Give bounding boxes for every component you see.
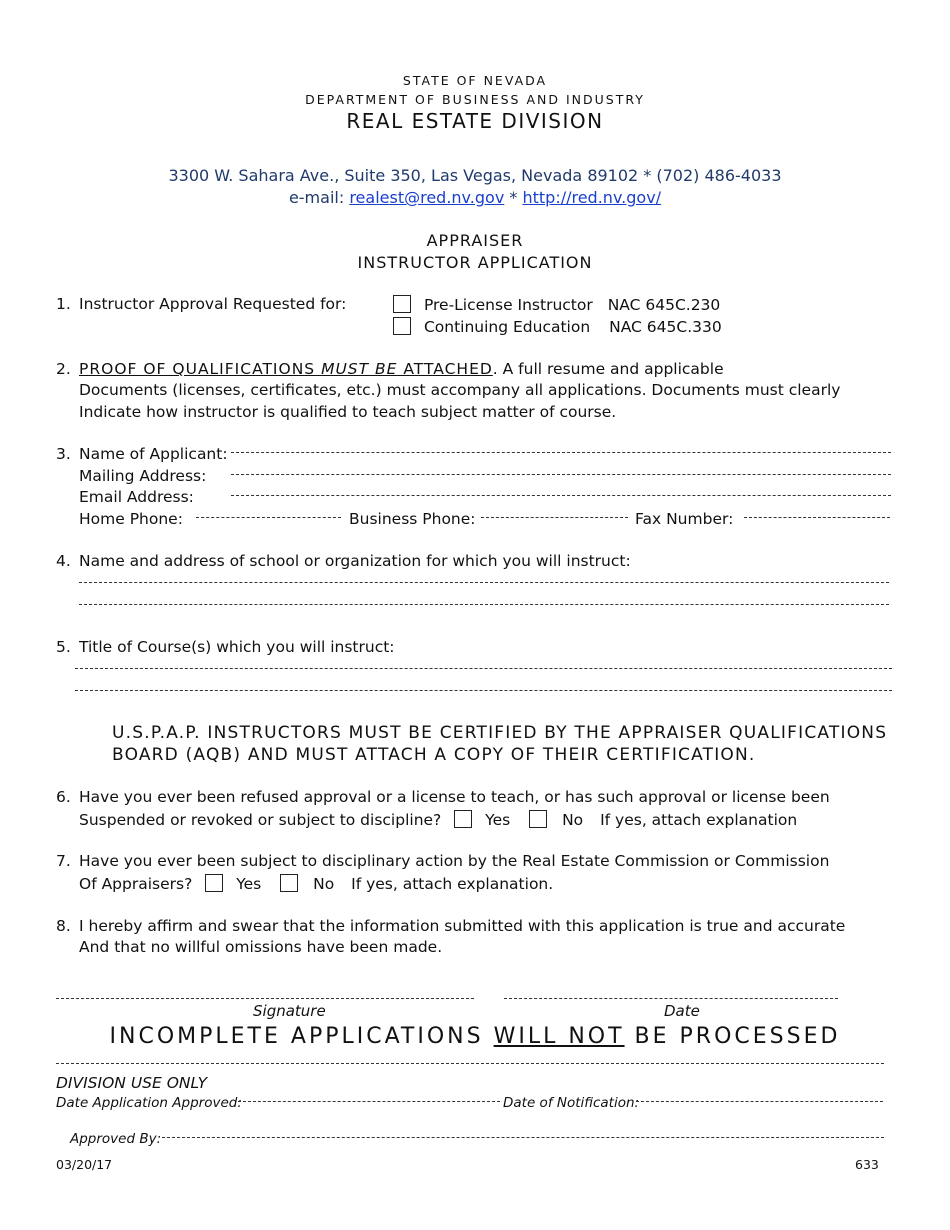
division-address: 3300 W. Sahara Ave., Suite 350, Las Vegas, Nevada 89102 * (702) 486-4033 <box>168 166 782 185</box>
q4-number: 4. <box>56 552 71 570</box>
date-field[interactable] <box>504 998 838 999</box>
email-label: e-mail: <box>288 188 345 207</box>
email-link[interactable]: realest@red.nv.gov <box>349 188 505 207</box>
incomplete-part3: BE PROCESSED <box>624 1024 841 1049</box>
incomplete-warning <box>0 1024 950 1049</box>
q1-option-continuing <box>393 317 722 336</box>
uspap-notice-line2: BOARD (AQB) AND MUST ATTACH A COPY OF THEIR CERTIFICATION. <box>112 745 756 765</box>
prelicense-checkbox[interactable] <box>393 295 411 313</box>
q8-line2: And that no willful omissions have been made. <box>79 938 443 956</box>
contact-line <box>0 188 950 207</box>
q7-line1: Have you ever been subject to disciplinary action by the Real Estate Commission or Commission <box>79 852 830 870</box>
q2-number: 2. <box>56 360 71 378</box>
email-address-label: Email Address: <box>79 488 194 506</box>
mailing-address-label: Mailing Address: <box>79 467 207 485</box>
approved-by-label: Approved By: <box>70 1131 162 1147</box>
incomplete-part1: INCOMPLETE APPLICATIONS <box>109 1024 494 1049</box>
uspap-notice-line1: U.S.P.A.P. INSTRUCTORS MUST BE CERTIFIED BY THE APPRAISER QUALIFICATIONS <box>112 723 888 743</box>
date-approved-field[interactable] <box>238 1101 500 1102</box>
q6-line1: Have you ever been refused approval or a license to teach, or has such approval or license been <box>79 788 830 806</box>
continuing-education-checkbox[interactable] <box>393 317 411 335</box>
q3-number: 3. <box>56 445 71 463</box>
q7-line2 <box>79 874 553 893</box>
state-name: STATE OF NEVADA <box>402 73 548 88</box>
q6-number: 6. <box>56 788 71 806</box>
q6-yes-checkbox[interactable] <box>454 810 472 828</box>
q2-line2: Documents (licenses, certificates, etc.) must accompany all applications. Documents must clearly <box>79 381 841 399</box>
q7-no-label: No <box>313 875 335 893</box>
date-notification-label: Date of Notification: <box>503 1095 640 1111</box>
mailing-address-field[interactable] <box>231 474 891 475</box>
q7-note: If yes, attach explanation. <box>351 875 554 893</box>
q7-no-checkbox[interactable] <box>280 874 298 892</box>
q6-no-checkbox[interactable] <box>529 810 547 828</box>
q8-line1: I hereby affirm and swear that the information submitted with this application is true and accurate <box>79 917 846 935</box>
continuing-education-label: Continuing Education <box>423 318 591 336</box>
form-title-line1: APPRAISER <box>426 231 524 250</box>
q6-yes-label: Yes <box>485 811 511 829</box>
q6-line2 <box>79 810 797 829</box>
incomplete-will-not: WILL NOT <box>493 1024 625 1049</box>
applicant-name-label: Name of Applicant: <box>79 445 228 463</box>
q7-number: 7. <box>56 852 71 870</box>
website-link[interactable]: http://red.nv.gov/ <box>522 188 662 207</box>
course-title-field-line1[interactable] <box>75 668 892 669</box>
school-field-line2[interactable] <box>79 604 889 605</box>
home-phone-label: Home Phone: <box>79 510 183 528</box>
fax-number-label: Fax Number: <box>635 510 734 528</box>
q8-number: 8. <box>56 917 71 935</box>
form-number: 633 <box>855 1157 879 1172</box>
division-divider <box>56 1063 884 1064</box>
q1-option-prelicense <box>393 295 720 314</box>
date-notification-field[interactable] <box>636 1101 883 1102</box>
contact-separator: * <box>509 188 518 207</box>
q2-line3: Indicate how instructor is qualified to teach subject matter of course. <box>79 403 617 421</box>
home-phone-field[interactable] <box>196 517 341 518</box>
q7-yes-checkbox[interactable] <box>205 874 223 892</box>
date-approved-label: Date Application Approved: <box>56 1095 242 1111</box>
prelicense-label: Pre-License Instructor <box>423 296 593 314</box>
q7-yes-label: Yes <box>236 875 262 893</box>
business-phone-field[interactable] <box>481 517 628 518</box>
q2-line1-rest: . A full resume and applicable <box>492 360 724 378</box>
revision-date: 03/20/17 <box>56 1157 113 1172</box>
date-label: Date <box>664 1002 700 1020</box>
business-phone-label: Business Phone: <box>349 510 476 528</box>
continuing-education-code: NAC 645C.330 <box>609 318 722 336</box>
q2-heading-a: PROOF OF QUALIFICATIONS <box>79 360 322 378</box>
school-field-line1[interactable] <box>79 582 889 583</box>
approved-by-field[interactable] <box>162 1137 884 1138</box>
prelicense-code: NAC 645C.230 <box>607 296 721 314</box>
division-name: REAL ESTATE DIVISION <box>346 109 604 133</box>
q6-note: If yes, attach explanation <box>600 811 798 829</box>
q7-question: Of Appraisers? <box>79 875 193 893</box>
email-address-field[interactable] <box>231 495 891 496</box>
course-title-field-line2[interactable] <box>75 690 892 691</box>
q5-number: 5. <box>56 638 71 656</box>
form-title-line2: INSTRUCTOR APPLICATION <box>357 253 593 272</box>
signature-field[interactable] <box>56 998 474 999</box>
q2-heading-must-be: MUST BE <box>321 360 398 378</box>
q6-question: Suspended or revoked or subject to discipline? <box>79 811 442 829</box>
q5-label: Title of Course(s) which you will instruct: <box>79 638 395 656</box>
q2-heading-c: ATTACHED <box>397 360 493 378</box>
q4-label: Name and address of school or organization for which you will instruct: <box>79 552 631 570</box>
q1-number: 1. <box>56 295 71 313</box>
fax-number-field[interactable] <box>744 517 890 518</box>
q2-heading <box>79 360 493 378</box>
department-name: DEPARTMENT OF BUSINESS AND INDUSTRY <box>305 92 645 107</box>
signature-label: Signature <box>253 1002 326 1020</box>
q6-no-label: No <box>562 811 584 829</box>
q2-line1 <box>79 360 724 378</box>
applicant-name-field[interactable] <box>231 452 891 453</box>
division-use-heading: DIVISION USE ONLY <box>56 1074 208 1092</box>
q1-label: Instructor Approval Requested for: <box>79 295 347 313</box>
